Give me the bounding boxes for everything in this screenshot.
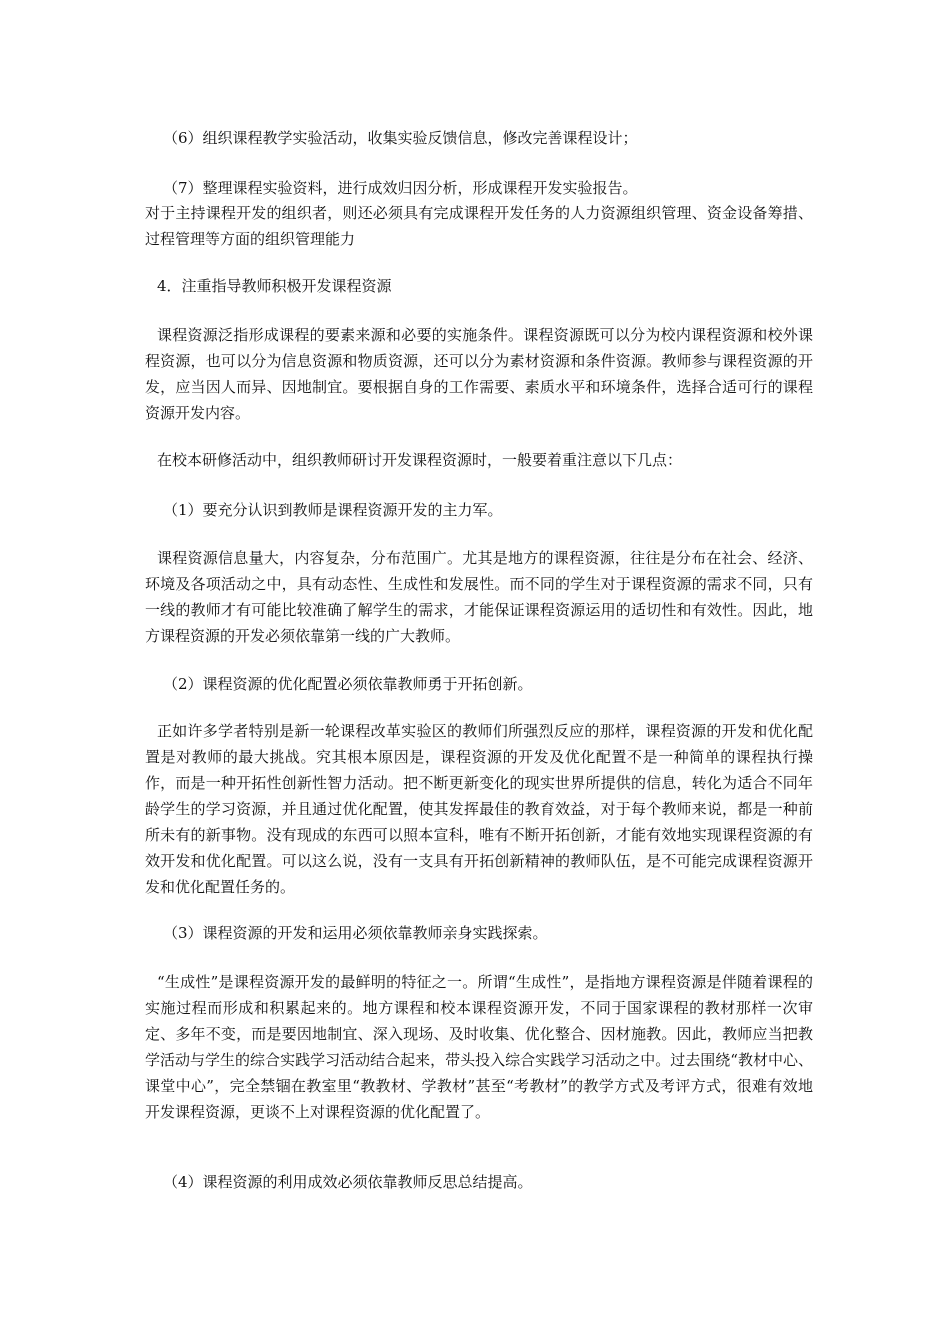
point-1-heading: （1）要充分认识到教师是课程资源开发的主力军。 <box>163 501 503 519</box>
list-item-6: （6）组织课程教学实验活动，收集实验反馈信息，修改完善课程设计； <box>163 129 638 147</box>
point-4-heading: （4）课程资源的利用成效必须依靠教师反思总结提高。 <box>163 1173 533 1191</box>
point-2-paragraph: 正如许多学者特别是新一轮课程改革实验区的教师们所强烈反应的那样，课程资源的开发和优化配置是对教师的最大挑战。究其根本原因是，课程资源的开发及优化配置不是一种简单的课程执行操作，而是一种开拓性创新性智力活动。把不断更新变化的现实世界所提供的信息，转化为适合不同年龄学生的学习资源，并且通过优化配置，使其发挥最佳的教育效益，对于每个教师来说，都是一种前所未有的新事物。没有现成的东西可以照本宣科，唯有不断开拓创新，才能有效地实现课程资源的有效开发和优化配置。可以这么说，没有一支具有开拓创新精神的教师队伍，是不可能完成课程资源开发和优化配置任务的。 <box>145 722 813 896</box>
organizer-note-paragraph: 对于主持课程开发的组织者，则还必须具有完成课程开发任务的人力资源组织管理、资金设备筹措、过程管理等方面的组织管理能力 <box>145 204 813 248</box>
document-page <box>145 0 815 1344</box>
resources-paragraph: 课程资源泛指形成课程的要素来源和必要的实施条件。课程资源既可以分为校内课程资源和校外课程资源，也可以分为信息资源和物质资源，还可以分为素材资源和条件资源。教师参与课程资源的开发，应当因人而异、因地制宜。要根据自身的工作需要、素质水平和环境条件，选择合适可行的课程资源开发内容。 <box>145 326 813 422</box>
section-heading: 4．注重指导教师积极开发课程资源 <box>157 277 392 295</box>
point-3-paragraph: “生成性”是课程资源开发的最鲜明的特征之一。所谓“生成性”，是指地方课程资源是伴随着课程的实施过程而形成和积累起来的。地方课程和校本课程资源开发，不同于国家课程的教材那样一次审定、多年不变，而是要因地制宜、深入现场、及时收集、优化整合、因材施教。因此，教师应当把教学活动与学生的综合实践学习活动结合起来，带头投入综合实践学习活动之中。过去围绕“教材中心、课堂中心”，完全禁锢在教室里“教教材、学教材”甚至“考教材”的教学方式及考评方式，很难有效地开发课程资源，更谈不上对课程资源的优化配置了。 <box>145 973 813 1121</box>
point-3-heading: （3）课程资源的开发和运用必须依靠教师亲身实践探索。 <box>163 924 548 942</box>
point-2-heading: （2）课程资源的优化配置必须依靠教师勇于开拓创新。 <box>163 675 533 693</box>
points-intro-paragraph: 在校本研修活动中，组织教师研讨开发课程资源时，一般要着重注意以下几点： <box>157 451 683 469</box>
list-item-7: （7）整理课程实验资料，进行成效归因分析，形成课程开发实验报告。 <box>163 179 638 197</box>
point-1-paragraph: 课程资源信息量大，内容复杂，分布范围广。尤其是地方的课程资源，往往是分布在社会、经济、环境及各项活动之中，具有动态性、生成性和发展性。而不同的学生对于课程资源的需求不同，只有一线的教师才有可能比较准确了解学生的需求，才能保证课程资源运用的适切性和有效性。因此，地方课程资源的开发必须依靠第一线的广大教师。 <box>145 549 813 645</box>
